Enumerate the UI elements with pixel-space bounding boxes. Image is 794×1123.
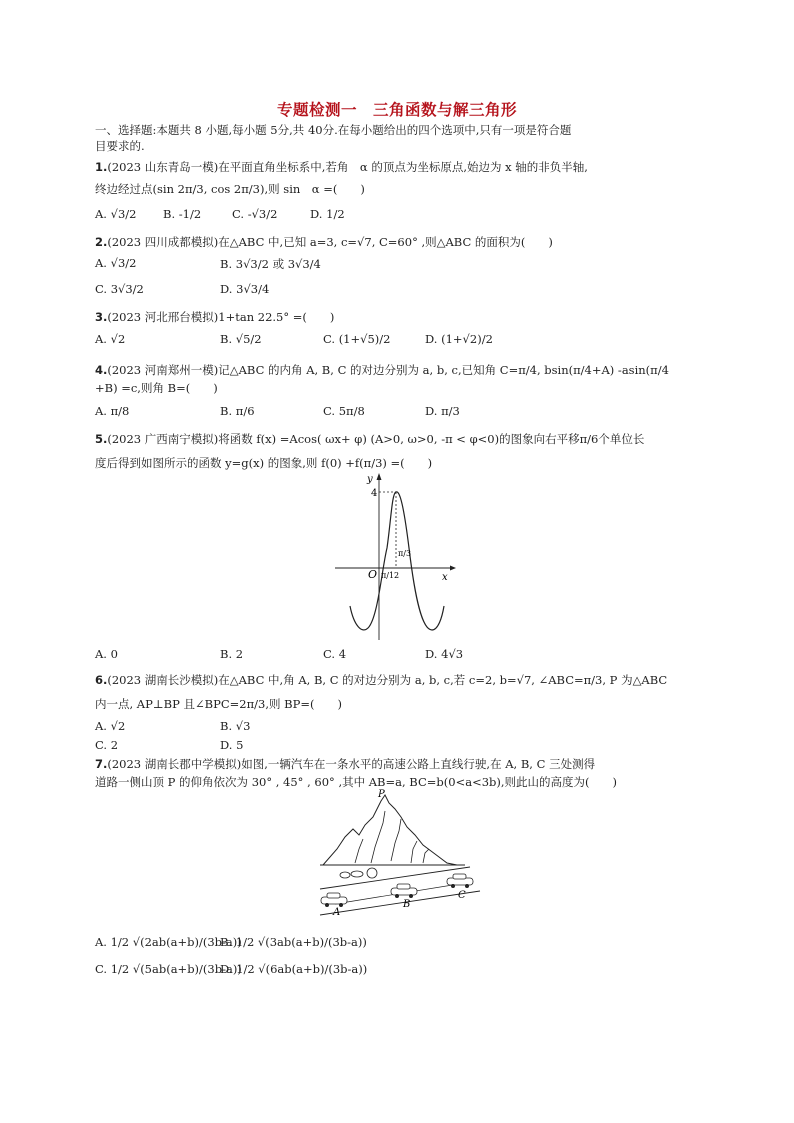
cosine-graph <box>330 468 460 643</box>
rock-2 <box>351 871 363 877</box>
question-1-option-b[interactable]: B. -1/2 <box>163 207 202 221</box>
question-6-option-a[interactable]: A. √2 <box>95 719 126 733</box>
question-1-line2: 终边经过点(sin 2π/3, cos 2π/3),则 sin α =( ) <box>95 182 365 196</box>
question-6-option-c[interactable]: C. 2 <box>95 738 119 752</box>
question-2-option-c[interactable]: C. 3√3/2 <box>95 282 144 296</box>
question-1-number: 1. <box>95 160 108 174</box>
question-5-text1: (2023 广西南宁模拟)将函数 f(x) =Acos( ωx+ φ) (A>0, ω>0, -π < φ<0)的图象向右平移π/6个单位长 <box>107 432 645 446</box>
question-7-line2: 道路一侧山顶 P 的仰角依次为 30° , 45° , 60° ,其中 AB=a, BC=b(0<a<3b),则此山的高度为( ) <box>95 775 617 789</box>
question-3-options <box>95 332 695 354</box>
question-3-option-d[interactable]: D. (1+√2)/2 <box>425 332 493 346</box>
question-2-number: 2. <box>95 235 108 249</box>
question-1-options <box>95 207 695 229</box>
question-2-options-row1 <box>95 256 695 278</box>
question-4-line1 <box>95 363 669 377</box>
question-5-option-c[interactable]: C. 4 <box>323 647 347 661</box>
x-mark-pi-over-12: π/12 <box>381 571 400 580</box>
question-4-option-a[interactable]: A. π/8 <box>95 404 130 418</box>
question-1-option-c[interactable]: C. -√3/2 <box>232 207 278 221</box>
rock-3 <box>367 868 377 878</box>
question-4-number: 4. <box>95 363 108 377</box>
x-mark-pi-over-3: π/3 <box>398 549 412 558</box>
point-a-label: A <box>333 907 341 917</box>
question-7-options-row2 <box>95 962 695 984</box>
question-4-option-b[interactable]: B. π/6 <box>220 404 255 418</box>
function-curve <box>350 492 444 630</box>
question-6-option-b[interactable]: B. √3 <box>220 719 251 733</box>
question-5-option-a[interactable]: A. 0 <box>95 647 118 661</box>
rock-1 <box>340 872 350 878</box>
y-axis-arrow-icon <box>377 473 382 480</box>
question-6-line2: 内一点, AP⊥BP 且∠BPC=2π/3,则 BP=( ) <box>95 697 342 711</box>
question-4-line2: +B) =c,则角 B=( ) <box>95 381 218 395</box>
question-2-option-d[interactable]: D. 3√3/4 <box>220 282 270 296</box>
question-5-options <box>95 647 695 669</box>
question-4-text1: (2023 河南郑州一模)记△ABC 的内角 A, B, C 的对边分别为 a, b, c,已知角 C=π/4, bsin(π/4+A) -asin(π/4 <box>107 363 669 377</box>
mountain-road-figure <box>315 787 485 917</box>
question-2-option-b[interactable]: B. 3√3/2 或 3√3/4 <box>220 257 321 271</box>
question-7-option-c[interactable]: C. 1/2 √(5ab(a+b)/(3b-a)) <box>95 962 242 976</box>
question-5-line2: 度后得到如图所示的函数 y=g(x) 的图象,则 f(0) +f(π/3) =( ) <box>95 456 433 470</box>
question-7-option-d[interactable]: D. 1/2 √(6ab(a+b)/(3b-a)) <box>220 962 368 976</box>
question-3-text1: (2023 河北邢台模拟)1+tan 22.5° =( ) <box>107 310 335 324</box>
question-1-text1: (2023 山东青岛一模)在平面直角坐标系中,若角 α 的顶点为坐标原点,始边为 x 轴的非负半轴, <box>107 160 588 174</box>
question-6-option-d[interactable]: D. 5 <box>220 738 244 752</box>
question-4-option-c[interactable]: C. 5π/8 <box>323 404 365 418</box>
question-3-line1 <box>95 310 334 324</box>
origin-label: O <box>368 568 378 581</box>
question-1-option-a[interactable]: A. √3/2 <box>95 207 137 221</box>
question-6-text1: (2023 湖南长沙模拟)在△ABC 中,角 A, B, C 的对边分别为 a, b, c,若 c=2, b=√7, ∠ABC=π/3, P 为△ABC <box>107 673 668 687</box>
question-1-line1 <box>95 160 588 174</box>
question-7-option-a[interactable]: A. 1/2 √(2ab(a+b)/(3b-a)) <box>95 935 242 949</box>
question-3-number: 3. <box>95 310 108 324</box>
question-5-number: 5. <box>95 432 108 446</box>
point-b-label: B <box>403 899 411 910</box>
question-4-option-d[interactable]: D. π/3 <box>425 404 460 418</box>
question-3-option-a[interactable]: A. √2 <box>95 332 126 346</box>
section-intro-line1: 一、选择题:本题共 8 小题,每小题 5分,共 40分.在每小题给出的四个选项中,只有一项是符合题 <box>95 123 572 137</box>
question-3-option-c[interactable]: C. (1+√5)/2 <box>323 332 391 346</box>
question-3-option-b[interactable]: B. √5/2 <box>220 332 262 346</box>
question-7-option-b[interactable]: B. 1/2 √(3ab(a+b)/(3b-a)) <box>220 935 367 949</box>
section-intro-line2: 目要求的. <box>95 139 145 153</box>
max-value-label: 4 <box>371 488 378 499</box>
car-b <box>391 884 417 898</box>
mountain-outline <box>323 795 457 865</box>
question-2-options-row2 <box>95 282 695 304</box>
question-6-number: 6. <box>95 673 108 687</box>
page-title: 专题检测一 三角函数与解三角形 <box>276 101 517 119</box>
question-7-line1 <box>95 757 595 771</box>
car-c <box>447 874 473 888</box>
x-axis-arrow-icon <box>450 566 456 571</box>
question-2-line1 <box>95 235 553 249</box>
question-4-options <box>95 404 695 426</box>
y-axis-label: y <box>367 474 373 485</box>
question-7-text1: (2023 湖南长郡中学模拟)如图,一辆汽车在一条水平的高速公路上直线行驶,在 A, B, C 三处测得 <box>107 757 596 771</box>
question-7-options-row1 <box>95 935 695 957</box>
x-axis-label: x <box>442 572 448 583</box>
question-5-option-d[interactable]: D. 4√3 <box>425 647 464 661</box>
question-5-option-b[interactable]: B. 2 <box>220 647 244 661</box>
question-1-option-d[interactable]: D. 1/2 <box>310 207 345 221</box>
peak-label: P <box>378 789 385 800</box>
car-a <box>321 893 347 907</box>
question-2-text1: (2023 四川成都模拟)在△ABC 中,已知 a=3, c=√7, C=60° ,则△ABC 的面积为( ) <box>107 235 553 249</box>
point-c-label: C <box>458 890 466 901</box>
question-6-line1 <box>95 673 667 687</box>
question-7-number: 7. <box>95 757 108 771</box>
question-5-line1 <box>95 432 644 446</box>
question-2-option-a[interactable]: A. √3/2 <box>95 256 137 270</box>
